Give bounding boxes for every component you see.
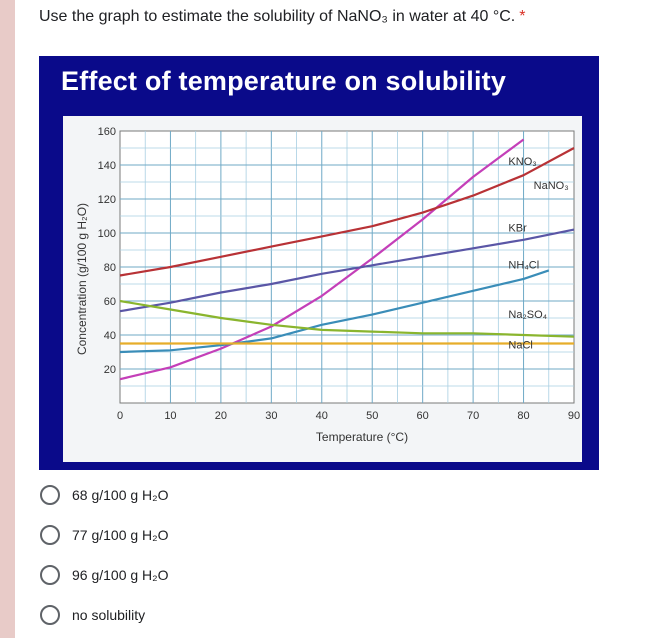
option-label: 96 g/100 g H₂O: [72, 567, 169, 583]
series-label: NH₄Cl: [508, 259, 540, 272]
x-tick-label: 80: [517, 410, 530, 422]
x-tick-label: 0: [116, 410, 124, 422]
y-tick-label: 80: [103, 262, 116, 274]
option-96[interactable]: [40, 560, 169, 590]
x-tick-label: 90: [567, 410, 581, 422]
option-no-solubility[interactable]: [40, 600, 145, 630]
x-tick-label: 20: [214, 410, 228, 422]
option-77[interactable]: [40, 520, 169, 550]
option-label: no solubility: [72, 607, 146, 623]
solubility-figure: [39, 56, 599, 470]
required-marker: *: [519, 8, 526, 25]
y-axis-label: Concentration (g/100 g H₂O): [75, 202, 89, 356]
y-tick-label: 100: [97, 228, 116, 240]
radio-button[interactable]: [40, 565, 60, 585]
option-label: 77 g/100 g H₂O: [72, 527, 169, 543]
figure-title: Effect of temperature on solubility: [61, 66, 507, 96]
x-axis-label: Temperature (°C): [315, 430, 409, 444]
y-tick-label: 20: [103, 364, 116, 376]
series-label: NaNO₃: [533, 179, 569, 192]
solubility-chart: [63, 116, 582, 462]
question-text: Use the graph to estimate the solubility of NaNO₃ in water at 40 °C.: [39, 8, 516, 25]
y-tick-label: 160: [97, 126, 116, 138]
chart-panel: [63, 116, 582, 462]
x-tick-label: 70: [466, 410, 480, 422]
option-68[interactable]: [40, 480, 169, 510]
x-tick-label: 40: [315, 410, 328, 422]
series-label: Na₂SO₄: [508, 309, 548, 321]
y-tick-label: 140: [97, 160, 116, 172]
question-prompt: [39, 8, 525, 26]
option-label: 68 g/100 g H₂O: [72, 487, 169, 503]
x-tick-label: 10: [164, 410, 177, 422]
y-tick-label: 60: [103, 296, 116, 308]
series-label: KNO₃: [508, 156, 537, 168]
x-tick-label: 30: [265, 410, 278, 422]
y-tick-label: 120: [97, 194, 116, 206]
y-tick-label: 40: [103, 330, 116, 342]
radio-button[interactable]: [40, 605, 60, 625]
series-label: KBr: [508, 222, 527, 235]
x-tick-label: 50: [366, 410, 379, 422]
left-accent-strip: [0, 0, 15, 638]
radio-button[interactable]: [40, 525, 60, 545]
series-label: NaCl: [508, 339, 533, 352]
radio-button[interactable]: [40, 485, 60, 505]
x-tick-label: 60: [416, 410, 429, 422]
